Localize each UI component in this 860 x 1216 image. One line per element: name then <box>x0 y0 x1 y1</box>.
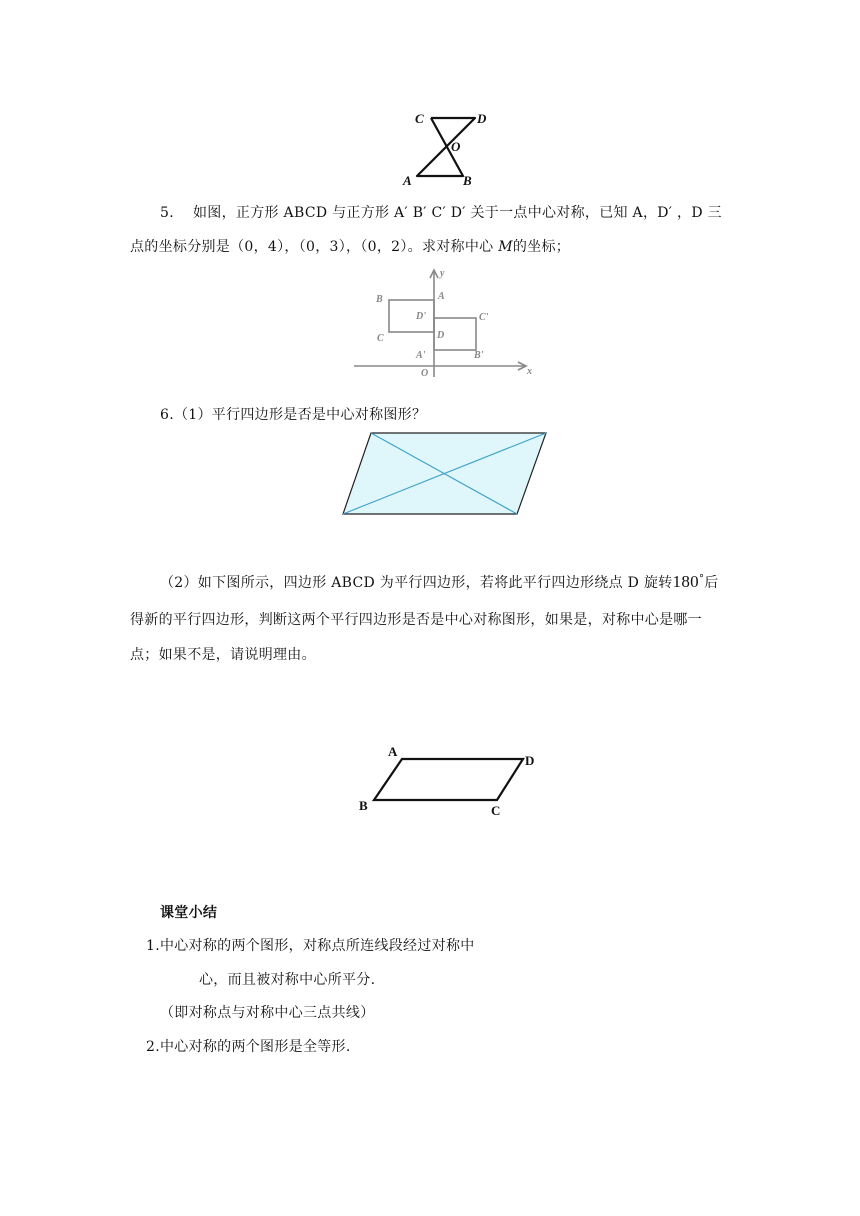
label-O: O <box>451 139 461 154</box>
q6-part2-line2: 得新的平行四边形，判断这两个平行四边形是否是中心对称图形，如果是，对称中心是哪一 <box>130 612 702 628</box>
label-B-prime: B' <box>474 350 484 361</box>
summary-item1-line2: 心，而且被对称中心所平分. <box>199 972 376 988</box>
label-O: O <box>421 368 429 379</box>
label-B: B <box>463 173 472 188</box>
q6-part2-line1-tail: 后 <box>704 575 719 591</box>
square-abcd <box>389 300 434 332</box>
parallelogram-abcd-figure <box>355 742 545 820</box>
label-A-prime: A' <box>416 350 426 361</box>
label-B: B <box>359 798 368 813</box>
summary-item2: 2.中心对称的两个图形是全等形. <box>146 1039 351 1055</box>
label-x: x <box>527 366 532 377</box>
label-D: D <box>437 330 445 341</box>
q5-line2-tail: 的坐标； <box>512 239 571 255</box>
label-D-prime: D' <box>416 311 426 322</box>
q6-part2-line1 <box>160 572 719 592</box>
bowtie-figure <box>395 104 495 189</box>
summary-item1-line1: 1.中心对称的两个图形，对称点所连线段经过对称中 <box>146 938 475 954</box>
label-C: C <box>415 111 424 126</box>
q6-part1: 6.（1）平行四边形是否是中心对称图形？ <box>160 407 427 423</box>
angle-value: 180 <box>672 572 699 591</box>
q5-line1: 5. 如图，正方形 ABCD 与正方形 A′ B′ C′ D′ 关于一点中心对称，已知 A，D′ ，D 三 <box>160 205 722 221</box>
label-D: D <box>525 753 535 768</box>
q6-part2-line1-text: （2）如下图所示，四边形 ABCD 为平行四边形，若将此平行四边形绕点 D 旋转 <box>160 575 673 591</box>
label-A: A <box>388 744 398 759</box>
label-B: B <box>376 294 383 305</box>
label-A: A <box>438 291 445 302</box>
parallelogram-abcd <box>374 759 523 800</box>
label-D: D <box>477 111 487 126</box>
q5-line2-text: 点的坐标分别是（0，4），（0，3），（0，2）。求对称中心 <box>130 239 499 255</box>
label-y: y <box>440 268 445 279</box>
label-A: A <box>403 173 412 188</box>
q6-part2-line3: 点；如果不是，请说明理由。 <box>130 647 316 663</box>
q5-line2 <box>130 236 570 256</box>
degree-symbol: ° <box>698 573 705 585</box>
summary-item1-note: （即对称点与对称中心三点共线） <box>160 1005 375 1021</box>
label-C: C <box>491 803 501 818</box>
bowtie-lines <box>417 118 475 176</box>
q5-line2-m: M <box>498 239 513 255</box>
label-C: C <box>377 333 384 344</box>
summary-title: 课堂小结 <box>160 905 218 921</box>
parallelogram-diagonals-figure <box>340 430 552 520</box>
label-C-prime: C' <box>479 312 489 323</box>
coordinate-figure <box>350 262 545 382</box>
